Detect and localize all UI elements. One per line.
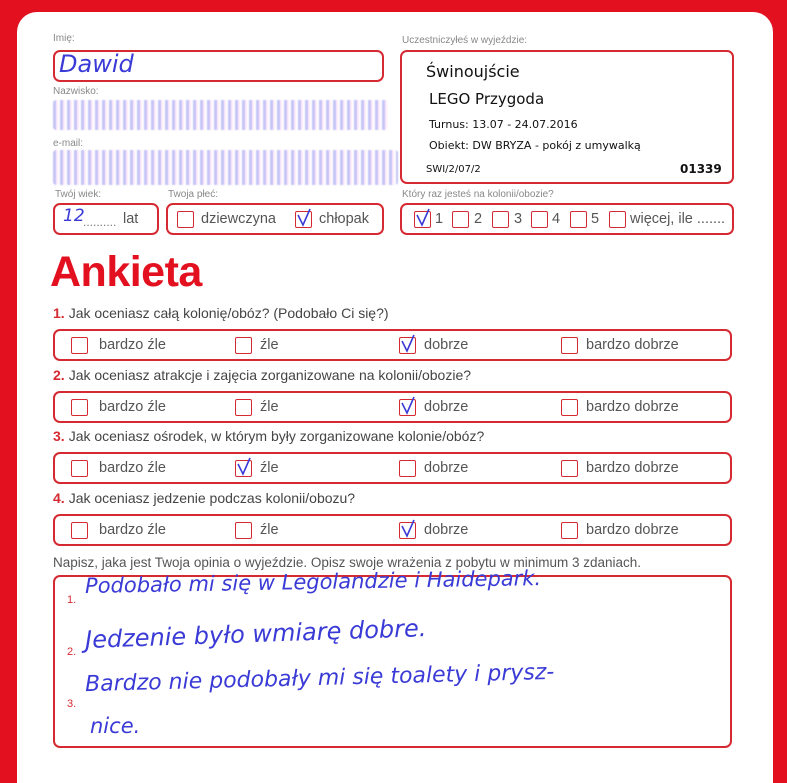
times-3-checkbox[interactable] xyxy=(492,211,509,228)
answer-2-option-2-checkbox[interactable] xyxy=(235,399,252,416)
email-label: e-mail: xyxy=(53,138,84,149)
question-number: 2. xyxy=(53,367,65,383)
checkmark-icon xyxy=(399,518,419,540)
trip-number: 01339 xyxy=(680,162,722,176)
trip-object: Obiekt: DW BRYZA - pokój z umywalką xyxy=(429,139,641,152)
opinion-line-1-number: 1. xyxy=(67,594,77,606)
answer-1-option-1-checkbox[interactable] xyxy=(71,337,88,354)
gender-label: Twoja płeć: xyxy=(168,189,219,200)
times-4-checkbox[interactable] xyxy=(531,211,548,228)
answer-3-option-2-checkbox[interactable] xyxy=(235,460,252,477)
answer-1-option-1-label: bardzo źle xyxy=(99,337,166,353)
name-value: Dawid xyxy=(59,50,134,78)
answer-4-option-3-label: dobrze xyxy=(424,522,469,538)
answer-3-option-2-label: źle xyxy=(260,460,279,476)
name-field[interactable] xyxy=(53,50,384,82)
opinion-line-4: nice. xyxy=(90,714,141,738)
name-label: Imię: xyxy=(53,33,75,44)
question-number: 4. xyxy=(53,490,65,506)
answer-1-option-3-label: dobrze xyxy=(424,337,469,353)
answer-1-option-2-checkbox[interactable] xyxy=(235,337,252,354)
email-redacted xyxy=(53,150,398,185)
trip-term: Turnus: 13.07 - 24.07.2016 xyxy=(429,118,578,131)
age-label: Twój wiek: xyxy=(55,189,102,200)
checkmark-icon xyxy=(295,207,315,229)
opinion-line-1: Podobało mi się w Legolandzie i Haidepark. xyxy=(84,566,542,598)
answer-3-option-4-label: bardzo dobrze xyxy=(586,460,679,476)
answer-4-option-2-label: źle xyxy=(260,522,279,538)
answer-2-option-3-label: dobrze xyxy=(424,399,469,415)
times-label: Który raz jesteś na kolonii/obozie? xyxy=(402,189,554,200)
checkmark-icon xyxy=(414,207,434,229)
opinion-prompt: Napisz, jaka jest Twoja opinia o wyjeździe. Opisz swoje wrażenia z pobytu w minimum 3 zdaniach. xyxy=(53,555,642,570)
answer-3-option-4-checkbox[interactable] xyxy=(561,460,578,477)
times-more-checkbox[interactable] xyxy=(609,211,626,228)
age-value: 12 xyxy=(63,206,85,226)
question-number: 1. xyxy=(53,305,65,321)
checkmark-icon xyxy=(235,456,255,478)
opinion-line-3: Bardzo nie podobały mi się toalety i prysz- xyxy=(84,659,555,698)
question-2 xyxy=(53,367,471,383)
gender-female-label: dziewczyna xyxy=(201,211,276,227)
answer-4-option-4-checkbox[interactable] xyxy=(561,522,578,539)
times-3-label: 3 xyxy=(514,211,523,227)
answer-4-option-4-label: bardzo dobrze xyxy=(586,522,679,538)
opinion-line-2: Jedzenie było wmiarę dobre. xyxy=(84,614,427,654)
times-more-label: więcej, ile ....... xyxy=(630,211,726,227)
checkmark-icon xyxy=(399,395,419,417)
answer-2-option-3-checkbox[interactable] xyxy=(399,399,416,416)
answer-row-1 xyxy=(53,329,732,361)
answer-3-option-1-label: bardzo źle xyxy=(99,460,166,476)
answer-4-option-2-checkbox[interactable] xyxy=(235,522,252,539)
surname-label: Nazwisko: xyxy=(53,86,99,97)
age-dots: .......... xyxy=(83,215,117,229)
age-field[interactable] xyxy=(53,203,159,235)
surname-redacted xyxy=(53,100,388,130)
opinion-textarea[interactable] xyxy=(53,575,732,748)
gender-field xyxy=(166,203,384,235)
answer-4-option-3-checkbox[interactable] xyxy=(399,522,416,539)
trip-info-box xyxy=(400,50,734,184)
participant-label: Uczestniczyłeś w wyjeździe: xyxy=(402,35,528,46)
gender-female-checkbox[interactable] xyxy=(177,211,194,228)
times-1-label: 1 xyxy=(435,211,444,227)
answer-row-4 xyxy=(53,514,732,546)
answer-2-option-2-label: źle xyxy=(260,399,279,415)
times-5-label: 5 xyxy=(591,211,600,227)
answer-3-option-3-checkbox[interactable] xyxy=(399,460,416,477)
answer-4-option-1-label: bardzo źle xyxy=(99,522,166,538)
checkmark-icon xyxy=(399,333,419,355)
answer-1-option-4-label: bardzo dobrze xyxy=(586,337,679,353)
answer-row-2 xyxy=(53,391,732,423)
question-text: Jak oceniasz atrakcje i zajęcia zorganizowane na kolonii/obozie? xyxy=(68,367,472,383)
gender-male-label: chłopak xyxy=(319,211,369,227)
opinion-line-3-number: 3. xyxy=(67,698,77,710)
question-3 xyxy=(53,428,484,444)
times-4-label: 4 xyxy=(552,211,561,227)
trip-name: LEGO Przygoda xyxy=(429,90,545,108)
question-text: Jak oceniasz całą kolonię/obóz? (Podobało Ci się?) xyxy=(68,305,389,321)
survey-title: Ankieta xyxy=(50,248,202,296)
times-field xyxy=(400,203,734,235)
answer-2-option-1-label: bardzo źle xyxy=(99,399,166,415)
question-4 xyxy=(53,490,355,506)
answer-2-option-1-checkbox[interactable] xyxy=(71,399,88,416)
question-1 xyxy=(53,305,389,321)
answer-3-option-1-checkbox[interactable] xyxy=(71,460,88,477)
answer-1-option-3-checkbox[interactable] xyxy=(399,337,416,354)
answer-row-3 xyxy=(53,452,732,484)
question-text: Jak oceniasz jedzenie podczas kolonii/obozu? xyxy=(68,490,356,506)
answer-3-option-3-label: dobrze xyxy=(424,460,469,476)
answer-4-option-1-checkbox[interactable] xyxy=(71,522,88,539)
trip-city: Świnoujście xyxy=(426,62,520,81)
answer-2-option-4-checkbox[interactable] xyxy=(561,399,578,416)
gender-male-checkbox[interactable] xyxy=(295,211,312,228)
times-2-checkbox[interactable] xyxy=(452,211,469,228)
answer-1-option-4-checkbox[interactable] xyxy=(561,337,578,354)
opinion-line-2-number: 2. xyxy=(67,646,77,658)
times-5-checkbox[interactable] xyxy=(570,211,587,228)
times-2-label: 2 xyxy=(474,211,483,227)
question-text: Jak oceniasz ośrodek, w którym były zorganizowane kolonie/obóz? xyxy=(68,428,485,444)
age-unit: lat xyxy=(123,211,139,227)
question-number: 3. xyxy=(53,428,65,444)
answer-2-option-4-label: bardzo dobrze xyxy=(586,399,679,415)
times-1-checkbox[interactable] xyxy=(414,211,431,228)
trip-code: SWI/2/07/2 xyxy=(426,164,481,175)
answer-1-option-2-label: źle xyxy=(260,337,279,353)
